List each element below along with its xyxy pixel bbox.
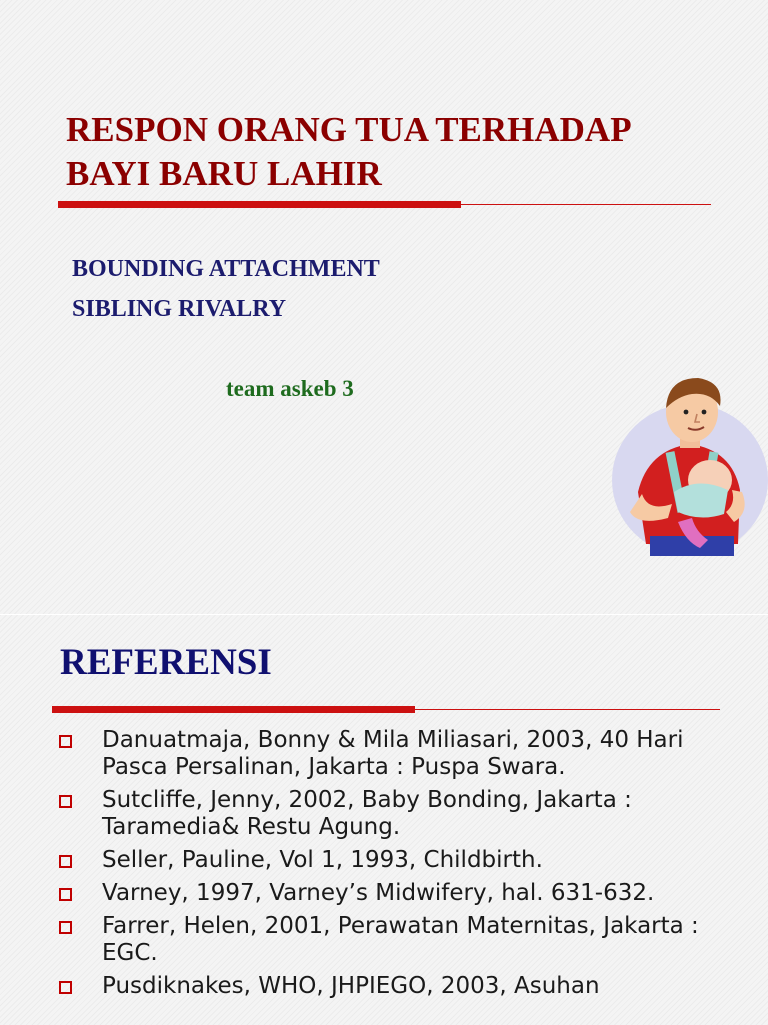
title-line-2: BAYI BARU LAHIR xyxy=(66,154,382,193)
slide-references xyxy=(0,614,768,1025)
title-underline-thin xyxy=(461,204,711,205)
subtitle-sibling-rivalry: SIBLING RIVALRY xyxy=(72,296,287,322)
reference-item xyxy=(56,973,756,1000)
reference-text: Pusdiknakes, WHO, JHPIEGO, 2003, Asuhan xyxy=(102,973,600,999)
square-bullet-icon xyxy=(59,921,72,934)
title-underline-thick xyxy=(58,201,461,208)
reference-text: Sutcliffe, Jenny, 2002, Baby Bonding, Jakarta : Taramedia& Restu Agung. xyxy=(102,787,632,840)
references-underline-thick xyxy=(52,706,415,713)
references-list xyxy=(56,727,756,1006)
square-bullet-icon xyxy=(59,795,72,808)
slide-title-heading xyxy=(66,108,632,196)
reference-item xyxy=(56,727,756,781)
reference-text: Farrer, Helen, 2001, Perawatan Maternitas, Jakarta : EGC. xyxy=(102,913,699,966)
square-bullet-icon xyxy=(59,981,72,994)
subtitle-bounding-attachment: BOUNDING ATTACHMENT xyxy=(72,256,380,282)
reference-item xyxy=(56,880,756,907)
square-bullet-icon xyxy=(59,888,72,901)
square-bullet-icon xyxy=(59,855,72,868)
references-underline-thin xyxy=(415,709,720,710)
reference-text: Danuatmaja, Bonny & Mila Miliasari, 2003, 40 Hari Pasca Persalinan, Jakarta : Puspa Swara. xyxy=(102,727,684,780)
references-heading: REFERENSI xyxy=(60,642,272,683)
reference-item xyxy=(56,847,756,874)
reference-item xyxy=(56,913,756,967)
team-label: team askeb 3 xyxy=(226,376,354,401)
reference-text: Seller, Pauline, Vol 1, 1993, Childbirth. xyxy=(102,847,543,873)
title-line-1: RESPON ORANG TUA TERHADAP xyxy=(66,110,632,149)
father-holding-baby-icon xyxy=(608,372,768,562)
reference-item xyxy=(56,787,756,841)
square-bullet-icon xyxy=(59,735,72,748)
reference-text: Varney, 1997, Varney’s Midwifery, hal. 631-632. xyxy=(102,880,655,906)
